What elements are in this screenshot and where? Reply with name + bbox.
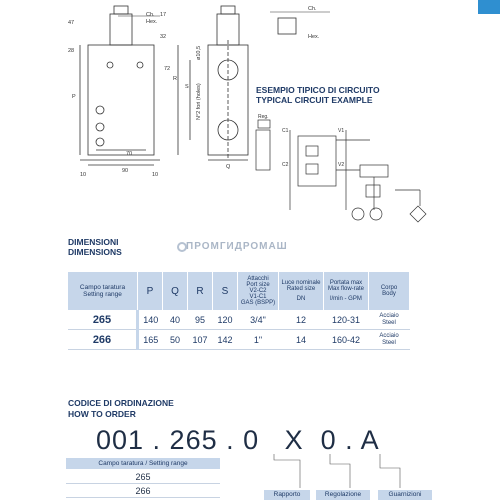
- circuit-title-en: TYPICAL CIRCUIT EXAMPLE: [256, 95, 373, 105]
- top-label-ch-2: Ch.: [308, 6, 317, 12]
- order-title-it: CODICE DI ORDINAZIONE: [68, 398, 174, 408]
- dim-p: P: [72, 94, 76, 100]
- dim-holes-note: N°2 fori (holes): [196, 83, 202, 120]
- setting-range-label: Campo taratura / Setting range: [66, 458, 220, 469]
- table-row: [68, 330, 410, 350]
- header-s: S: [213, 272, 238, 310]
- header-q: Q: [163, 272, 188, 310]
- dim-s: S: [185, 84, 189, 90]
- dim-90: 90: [122, 168, 129, 174]
- row-dn: 14: [279, 330, 324, 350]
- row-s: 120: [213, 310, 238, 330]
- setting-range-value: 265: [66, 471, 220, 484]
- dimensions-title-it: DIMENSIONI: [68, 237, 119, 247]
- header-r: R: [188, 272, 213, 310]
- order-code-leader-lines: [220, 452, 440, 492]
- row-r: 107: [188, 330, 213, 350]
- row-flow: 160-42: [324, 330, 369, 350]
- row-p: 140: [138, 310, 163, 330]
- header-max-flow: Portata max Max flow-rate l/min - GPM: [324, 272, 369, 310]
- header-port-size: Attacchi Port size V2-C2 V1-C1 GAS (BSPP): [238, 272, 279, 310]
- dimensions-title-en: DIMENSIONS: [68, 247, 122, 257]
- dim-70: 70: [126, 151, 133, 157]
- row-r: 95: [188, 310, 213, 330]
- dim-r: R: [173, 76, 177, 82]
- circuit-title-it: ESEMPIO TIPICO DI CIRCUITO: [256, 85, 380, 95]
- row-body: Acciaio Steel: [369, 330, 410, 350]
- circuit-label-reg: Reg.: [258, 114, 269, 120]
- order-box-seals: Guarnizioni: [378, 490, 432, 500]
- row-body: Acciaio Steel: [369, 310, 410, 330]
- dim-q: Q: [226, 164, 231, 170]
- top-label-32: 32: [160, 34, 167, 40]
- circuit-diagram: [250, 110, 450, 230]
- order-box-adjustment: Regolazione: [316, 490, 370, 500]
- circuit-label-v1: V1: [338, 128, 345, 134]
- row-p: 165: [138, 330, 163, 350]
- circuit-label-v2: V2: [338, 162, 345, 168]
- header-body: Corpo Body: [369, 272, 410, 310]
- page-corner-tab: [478, 0, 500, 14]
- header-setting-range: Campo taratura Setting range: [68, 272, 138, 310]
- table-row: [68, 310, 410, 330]
- row-code: 265: [68, 310, 138, 330]
- setting-range-value: 266: [66, 485, 220, 498]
- top-label-17: 17: [160, 12, 167, 18]
- order-title-en: HOW TO ORDER: [68, 409, 136, 419]
- row-s: 142: [213, 330, 238, 350]
- dim-hole-diameter: ø10,5: [196, 45, 202, 60]
- circuit-label-c2: C2: [282, 162, 289, 168]
- row-dn: 12: [279, 310, 324, 330]
- row-q: 50: [163, 330, 188, 350]
- dim-10-left: 10: [80, 172, 87, 178]
- row-code: 266: [68, 330, 138, 350]
- dim-47: 47: [68, 20, 75, 26]
- dimensions-table: [68, 272, 410, 350]
- header-rated-size: Luce nominale Rated size DN: [279, 272, 324, 310]
- header-p: P: [138, 272, 163, 310]
- row-q: 40: [163, 310, 188, 330]
- row-port: 3/4": [238, 310, 279, 330]
- dim-10-right: 10: [152, 172, 159, 178]
- order-box-ratio: Rapporto: [264, 490, 310, 500]
- top-label-hex-1: Hex.: [146, 19, 158, 25]
- dim-72: 72: [164, 66, 171, 72]
- brand-watermark: ПРОМГИДРОМАШ: [186, 241, 288, 252]
- top-label-ch-1: Ch.: [146, 12, 155, 18]
- row-flow: 120-31: [324, 310, 369, 330]
- top-label-hex-2: Hex.: [308, 34, 320, 40]
- dim-28: 28: [68, 48, 75, 54]
- order-code: 001 . 265 . 0 X 0 . A: [96, 425, 380, 455]
- circuit-label-c1: C1: [282, 128, 289, 134]
- row-port: 1": [238, 330, 279, 350]
